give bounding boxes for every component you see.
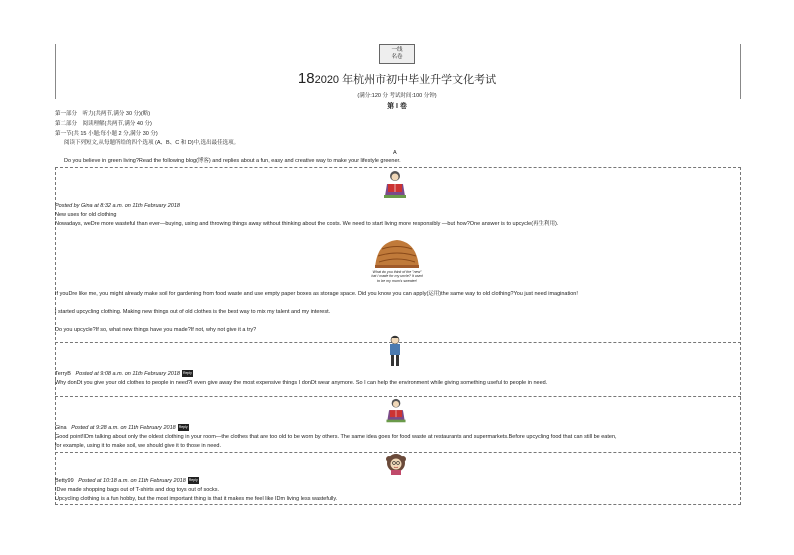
reply-1-byline — [55, 370, 193, 378]
exam-subtitle: (满分:120 分 考试时间:100 分钟) — [357, 93, 437, 99]
reply-1-text: Why donDt you give your old clothes to people in need?I even give away the most expensive things I donDt wear anymore. So I can help the environment while giving something useful to people in need. — [55, 380, 548, 386]
reply-2-time: Posted at 9:28 a.m. on 11th February 2018 — [71, 424, 176, 431]
reply-2-author: Gina — [55, 424, 67, 431]
stamp-box — [379, 44, 415, 64]
exam-number: 18 — [297, 70, 315, 87]
post-paragraph-1: Nowadays, weDre more wasteful than ever—buying, using and throwing things away without thinking about the costs. We need to start living more responsibly —but how?One answer is to upcycle(再生利用). — [55, 221, 559, 227]
reply-2-byline — [55, 424, 189, 432]
section-one: 第一节(共 15 小题;每小题 2 分,满分 30 分) — [55, 131, 158, 137]
reply-1-author: TerryB — [55, 370, 71, 377]
post-paragraph-2: If youDre like me, you might already make soil for gardening from food waste and use empty paper boxes as storage space. Did you know you can apply(运用)the same way to old clothing?You just need imagination! — [55, 291, 578, 297]
exam-title: 2020 年杭州市初中毕业升学文化考试 — [314, 74, 497, 86]
hat-caption: What do you think of the "new" hat I made for my uncle? It used to be my mum's sweater! — [371, 270, 423, 283]
separator-2 — [55, 396, 741, 397]
reply-2-text-line-1: Good point!IDm talking about only the oldest clothing in your room—the clothes that are too old to be worn by others. The same idea goes for food waste at restaurants and supermarkets.Before upcycling food that can still be eaten, — [55, 434, 617, 440]
knitted-hat-illustration — [373, 238, 421, 270]
reply-2-reply-button[interactable]: Reply — [178, 425, 188, 429]
reply-3-text-line-2: Upcycling clothing is a fun hobby, but the most important thing is that it makes me feel like IDm living less wastefully. — [55, 496, 338, 502]
passage-letter: A — [393, 150, 397, 156]
reply-3-reply-button[interactable]: Reply — [188, 478, 198, 482]
stamp-line-2: 名卷 — [391, 54, 403, 60]
volume-label: 第 I 卷 — [387, 103, 407, 110]
passage-intro: Do you believe in green living?Read the following blog(博客) and replies about a fun, easy and creative way to make your lifestyle greener. — [64, 158, 401, 164]
post-heading: New uses for old clothing — [55, 212, 117, 218]
reply-1-time: Posted at 9:08 a.m. on 11th February 2018 — [75, 370, 180, 377]
reply-3-text-line-1: IDve made shopping bags out of T-shirts and dog toys out of socks. — [55, 487, 220, 493]
instruction: 阅读下列短文,从每题所给的四个选项 (A、B、C 和 D)中,选出最佳选项。 — [64, 140, 240, 146]
part-one: 第一部分 听力(共两节,满分 30 分)(略) — [55, 111, 151, 117]
reading-girl-illustration — [383, 170, 407, 200]
reply-1-reply-button[interactable]: Reply — [182, 371, 192, 375]
reply-3-time: Posted at 10:18 a.m. on 11th February 2018 — [78, 477, 186, 484]
stamp-line-1: 一线 — [391, 47, 403, 53]
reply-3-byline — [55, 477, 199, 485]
page-title — [0, 70, 794, 87]
boy-illustration — [387, 335, 403, 368]
part-two: 第二部分 阅读理解(共两节,满分 40 分) — [55, 121, 152, 127]
post-paragraph-3: I started upcycling clothing. Making new things out of old clothes is the best way to mix my talent and my interest. — [55, 309, 331, 315]
reply-2-text-line-2: for example, using it to make soil, we should give it to those in need. — [55, 443, 222, 449]
post-paragraph-4: Do you upcycle?If so, what new things have you made?If not, why not give it a try? — [55, 327, 257, 333]
reading-girl-illustration-2 — [385, 398, 407, 424]
curly-girl-illustration — [385, 453, 407, 475]
reply-3-author: Betty99 — [55, 477, 74, 484]
post-byline: Posted by Gina at 8:32 a.m. on 11th February 2018 — [55, 203, 180, 209]
